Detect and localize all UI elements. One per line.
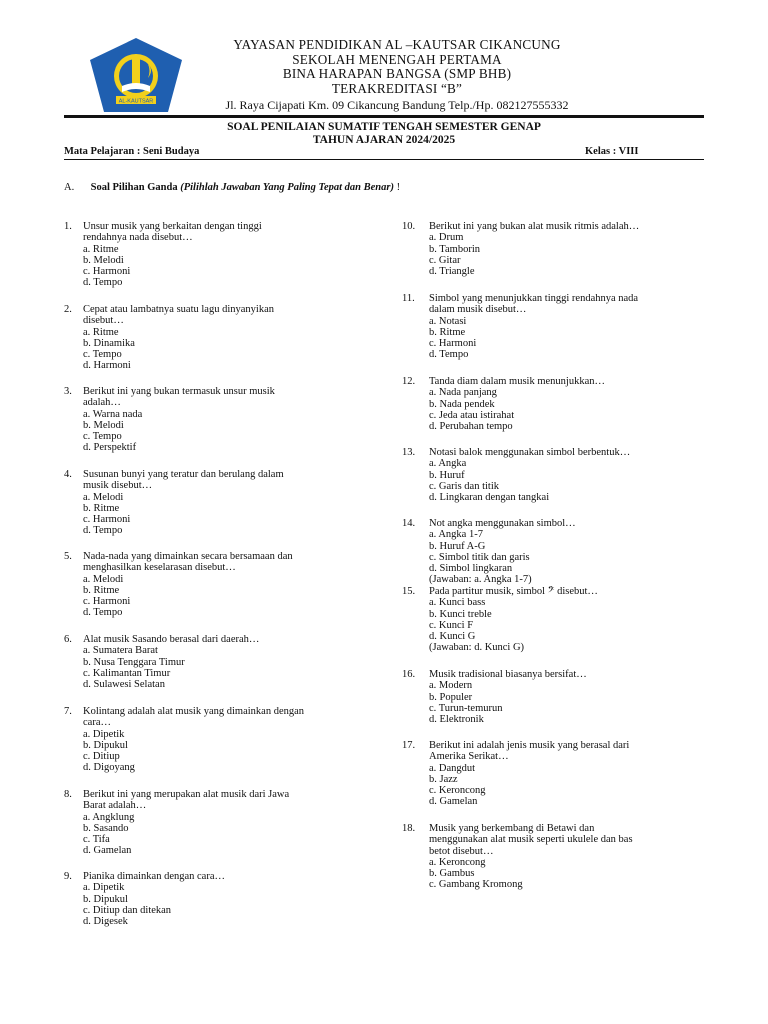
logo-text: AL-KAUTSAR [118, 98, 154, 105]
answer-option: b. Ritme [429, 326, 466, 338]
answer-option: b. Melodi [83, 254, 124, 266]
answer-option: a. Dipetik [83, 728, 125, 740]
question-number: 18. [402, 823, 416, 834]
question-text: Berikut ini yang bukan alat musik ritmis adalah… [429, 221, 640, 232]
answer-option: c. Turun-temurun [429, 702, 503, 714]
question-text: adalah… [83, 397, 121, 409]
answer-option: a. Angka 1-7 [429, 529, 483, 541]
answer-option: b. Melodi [83, 419, 124, 431]
accreditation: TERAKREDITASI “B” [331, 80, 463, 96]
answer-option: b. Dipukul [83, 893, 128, 905]
answer-option: d. Digesek [83, 916, 128, 928]
question-text: Berikut ini yang merupakan alat musik dari Jawa [83, 789, 290, 800]
answer-option: b. Ritme [83, 584, 120, 596]
letterhead [182, 38, 612, 96]
answer-option: d. Gamelan [429, 796, 478, 808]
question-text: Pada partitur musik, simbol 𝄢 disebut… [429, 586, 598, 597]
answer-option: a. Notasi [429, 315, 467, 327]
question-text: dalam musik disebut… [429, 304, 527, 316]
question-text: Amerika Serikat… [429, 751, 509, 763]
answer-option: c. Harmoni [83, 514, 131, 526]
answer-option: a. Drum [429, 232, 464, 244]
question-text: Cepat atau lambatnya suatu lagu dinyanyikan [83, 304, 274, 315]
answer-option: c. Harmoni [429, 338, 477, 350]
answer-note: (Jawaban: d. Kunci G) [429, 642, 525, 654]
answer-option: d. Kunci G [429, 631, 476, 643]
question-number: 1. [64, 221, 72, 232]
answer-option: c. Tifa [83, 834, 110, 846]
answer-option: c. Kunci F [429, 619, 474, 631]
answer-option: d. Elektronik [429, 714, 484, 726]
answer-option: b. Nada pendek [429, 398, 495, 410]
question-number: 12. [402, 376, 416, 387]
answer-option: b. Kunci treble [429, 608, 492, 620]
question-text: Tanda diam dalam musik menunjukkan… [429, 376, 605, 387]
answer-option: c. Ditiup [83, 751, 120, 763]
header-rule [64, 115, 704, 118]
answer-option: d. Lingkaran dengan tangkai [429, 492, 550, 504]
answer-option: a. Sumatera Barat [83, 645, 158, 657]
answer-option: b. Gambus [429, 868, 475, 880]
question-text: disebut… [83, 315, 124, 327]
answer-option: d. Perspektif [83, 442, 137, 454]
answer-option: a. Dangdut [429, 762, 476, 774]
question-number: 13. [402, 447, 416, 458]
question-text: Simbol yang menunjukkan tinggi rendahnya nada [429, 293, 639, 304]
answer-option: b. Tamborin [429, 243, 480, 255]
answer-option: c. Kalimantan Timur [83, 667, 171, 679]
answer-option: a. Modern [429, 680, 473, 692]
answer-option: b. Nusa Tenggara Timur [83, 656, 185, 668]
question-text: Alat musik Sasando berasal dari daerah… [83, 634, 260, 645]
section-instruction: (Pilihlah Jawaban Yang Paling Tepat dan Benar) [180, 182, 394, 193]
answer-option: a. Ritme [83, 326, 119, 338]
section-heading [64, 182, 400, 194]
section-title: Soal Pilihan Ganda [90, 182, 178, 193]
question-text: Not angka menggunakan simbol… [429, 518, 576, 529]
answer-option: d. Triangle [429, 266, 475, 278]
question-text: betot disebut… [429, 845, 494, 857]
question-text: menghasilkan keselarasan disebut… [83, 562, 236, 574]
answer-option: a. Dipetik [83, 882, 125, 894]
answer-option: b. Huruf A-G [429, 540, 486, 552]
answer-option: b. Populer [429, 691, 473, 703]
question-number: 15. [402, 586, 416, 597]
answer-option: d. Gamelan [83, 845, 132, 857]
answer-option: a. Nada panjang [429, 387, 497, 399]
answer-option: c. Gambang Kromong [429, 879, 523, 891]
foundation-name: YAYASAN PENDIDIKAN AL –KAUTSAR CIKANCUNG [233, 37, 561, 52]
question-number: 10. [402, 221, 416, 232]
answer-option: c. Simbol titik dan garis [429, 551, 530, 563]
question-text: Berikut ini yang bukan termasuk unsur musik [83, 386, 275, 397]
answer-option: a. Melodi [83, 491, 124, 503]
school-logo [88, 36, 184, 114]
question-text: cara… [83, 717, 111, 729]
answer-option: a. Melodi [83, 573, 124, 585]
question-number: 17. [402, 740, 416, 751]
question-text: Berikut ini adalah jenis musik yang berasal dari [429, 740, 630, 751]
school-address: Jl. Raya Cijapati Km. 09 Cikancung Bandung Telp./Hp. 082127555332 [225, 98, 569, 112]
answer-option: a. Angklung [83, 811, 135, 823]
question-text: Unsur musik yang berkaitan dengan tinggi [83, 221, 262, 232]
answer-option: c. Tempo [83, 349, 122, 361]
subject-label: Mata Pelajaran : Seni Budaya [64, 146, 200, 157]
answer-option: a. Kunci bass [429, 597, 486, 609]
answer-option: b. Dipukul [83, 739, 128, 751]
question-text: menggunakan alat musik seperti ukulele dan bas [429, 834, 633, 846]
answer-option: b. Jazz [429, 773, 458, 785]
class-label: Kelas : VIII [585, 146, 639, 157]
section-suffix: ! [396, 182, 401, 193]
exam-title: SOAL PENILAIAN SUMATIF TENGAH SEMESTER GENAP [227, 121, 541, 133]
answer-option: b. Sasando [83, 822, 129, 834]
answer-option: d. Sulawesi Selatan [83, 679, 165, 691]
answer-option: a. Warna nada [83, 408, 143, 420]
question-number: 7. [64, 706, 72, 717]
answer-option: c. Keroncong [429, 785, 486, 797]
answer-option: c. Gitar [429, 254, 461, 266]
answer-option: c. Garis dan titik [429, 480, 499, 492]
question-number: 6. [64, 634, 72, 645]
question-number: 11. [402, 293, 415, 304]
question-number: 5. [64, 551, 72, 562]
question-text: Nada-nada yang dimainkan secara bersamaan dan [83, 551, 293, 562]
exam-year: TAHUN AJARAN 2024/2025 [312, 133, 456, 146]
answer-option: b. Huruf [429, 469, 465, 481]
question-text: rendahnya nada disebut… [83, 232, 193, 244]
answer-option: c. Harmoni [83, 596, 131, 608]
answer-option: d. Simbol lingkaran [429, 563, 513, 575]
answer-option: b. Ritme [83, 502, 120, 514]
question-text: Musik yang berkembang di Betawi dan [429, 823, 595, 834]
question-number: 14. [402, 518, 416, 529]
answer-option: d. Harmoni [83, 360, 131, 372]
school-name: BINA HARAPAN BANGSA (SMP BHB) [282, 66, 512, 81]
answer-option: d. Perubahan tempo [429, 421, 513, 433]
question-number: 2. [64, 304, 72, 315]
answer-option: d. Tempo [429, 349, 469, 361]
answer-option: c. Harmoni [83, 266, 131, 278]
question-text: Musik tradisional biasanya bersifat… [429, 669, 587, 680]
question-text: Barat adalah… [83, 800, 147, 812]
answer-option: d. Tempo [83, 525, 123, 537]
question-text: Susunan bunyi yang teratur dan berulang dalam [83, 469, 284, 480]
answer-option: d. Digoyang [83, 762, 135, 774]
question-number: 9. [64, 871, 72, 882]
question-number: 3. [64, 386, 72, 397]
answer-option: a. Angka [429, 458, 467, 470]
section-letter: A. [64, 182, 75, 193]
question-text: Notasi balok menggunakan simbol berbentuk… [429, 447, 631, 458]
answer-option: c. Ditiup dan ditekan [83, 904, 172, 916]
exam-title-block [64, 121, 704, 146]
answer-option: a. Ritme [83, 243, 119, 255]
question-text: Kolintang adalah alat musik yang dimainkan dengan [83, 706, 305, 717]
question-text: musik disebut… [83, 480, 153, 492]
answer-option: c. Jeda atau istirahat [429, 409, 515, 421]
answer-option: d. Tempo [83, 277, 123, 289]
question-number: 8. [64, 789, 72, 800]
answer-option: d. Tempo [83, 607, 123, 619]
school-type: SEKOLAH MENENGAH PERTAMA [292, 51, 502, 67]
answer-option: c. Tempo [83, 431, 122, 443]
question-text: Pianika dimainkan dengan cara… [83, 871, 225, 882]
subject-rule [64, 159, 704, 160]
answer-option: b. Dinamika [83, 337, 135, 349]
question-number: 4. [64, 469, 72, 480]
question-number: 16. [402, 669, 416, 680]
answer-note: (Jawaban: a. Angka 1-7) [429, 574, 532, 586]
answer-option: a. Keroncong [429, 856, 486, 868]
